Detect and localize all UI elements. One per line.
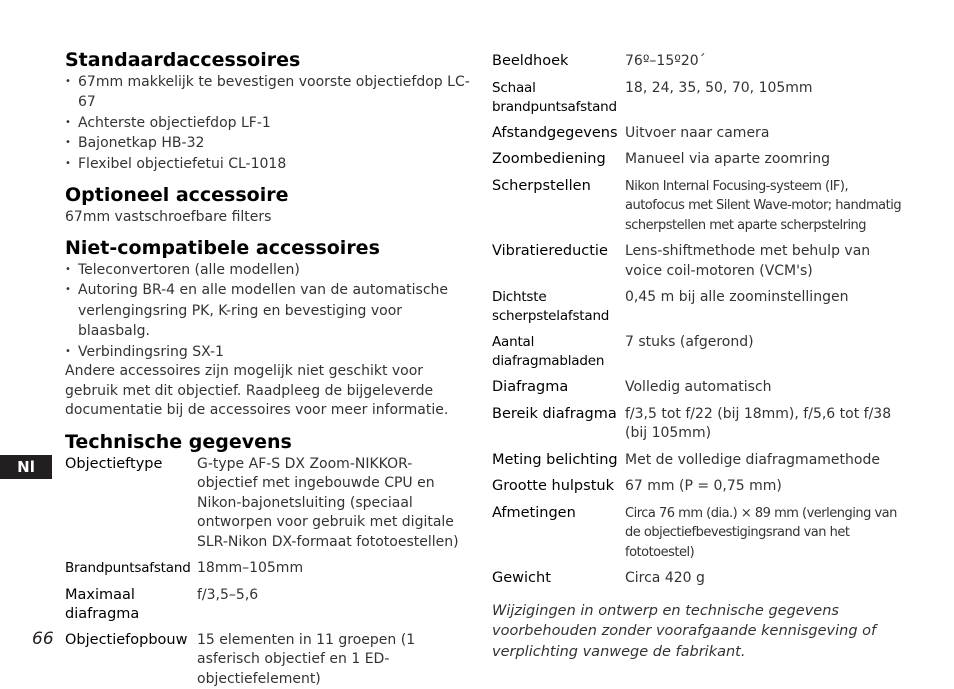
list-item: • 67mm makkelijk te bevestigen voorste objectiefdop LC-67 [65,72,470,113]
spec-key: Gewicht [492,570,551,586]
spec-key: Maximaal diafragma [65,586,140,622]
spec-key: Afstandgegevens [492,124,618,141]
spec-value: 76º–15º20´ [625,53,706,69]
list-item: • Verbindingsring SX-1 [65,342,470,362]
spec-value: Circa 76 mm (dia.) × 89 mm (verlenging van de objectiefbevestigingsrand van het fototoestel) [625,505,897,560]
language-tab: Nl [0,455,52,479]
spec-key: Zoombediening [492,151,606,167]
spec-value: f/3,5 tot f/22 (bij 18mm), f/5,6 tot f/38 (bij 105mm) [625,405,892,441]
spec-key: Scherpstellen [492,177,591,194]
incompatible-accessories-list [65,260,470,362]
spec-key: Objectieftype [65,455,163,472]
spec-key: Objectiefopbouw [65,631,188,648]
spec-key: Bereik diafragma [492,405,617,422]
disclaimer-note: Wijzigingen in ontwerp en technische gegevens voorbehouden zonder voorafgaande kennisgeving of verplichting vanwege de fabrikant. [492,602,877,660]
spec-value: Volledig automatisch [625,379,772,395]
spec-value: 15 elementen in 11 groepen (1 asferisch objectief en 1 ED-objectiefelement) [197,631,416,687]
optional-accessory-heading: Optioneel accessoire [65,184,289,207]
incompatible-accessories-section [65,236,470,421]
list-item: • Achterste objectiefdop LF-1 [65,113,470,133]
list-item: • Flexibel objectiefetui CL-1018 [65,154,470,174]
spec-value: Nikon Internal Focusing-systeem (IF), autofocus met Silent Wave-motor; handmatig scherpstellen met aparte scherpstelring [625,178,902,233]
spec-key: Brandpuntsafstand [65,560,191,577]
optional-accessory-text: 67mm vastschroefbare filters [65,209,272,226]
spec-value: G-type AF-S DX Zoom-NIKKOR-objectief met ingebouwde CPU en Nikon-bajonetsluiting (speciaal ontworpen voor gebruik met digitale SLR-Nikon DX-formaat fototoestellen) [197,455,459,550]
spec-key: Schaal brandpuntsafstand [492,79,617,115]
page-number: 66 [32,629,54,649]
spec-key: Diafragma [492,379,569,395]
spec-key: Aantal diafragmabladen [492,334,605,369]
specifications-heading: Technische gegevens [65,430,292,453]
spec-value: 7 stuks (afgerond) [625,334,754,350]
spec-key: Afmetingen [492,504,576,521]
list-item: • Teleconvertoren (alle modellen) [65,260,470,280]
spec-key: Beeldhoek [492,53,569,69]
spec-key: Vibratiereductie [492,243,608,259]
spec-value: Uitvoer naar camera [625,124,770,141]
spec-table-right [492,52,902,589]
spec-value: Manueel via aparte zoomring [625,151,831,167]
spec-value: f/3,5–5,6 [197,586,259,603]
spec-value: 18, 24, 35, 50, 70, 105mm [625,79,813,96]
standard-accessories-section [65,48,470,174]
optional-accessory-section [65,183,470,227]
spec-table-left [65,455,470,689]
left-column [65,48,470,689]
spec-value: Met de volledige diafragmamethode [625,451,880,468]
spec-key: Meting belichting [492,451,618,468]
right-column [492,52,902,662]
spec-value: Circa 420 g [625,570,705,586]
spec-key: Dichtste scherpstelafstand [492,289,610,324]
spec-value: Lens-shiftmethode met behulp van voice coil-motoren (VCM's) [625,243,871,279]
incompatible-accessories-heading: Niet-compatibele accessoires [65,237,380,260]
spec-key: Grootte hulpstuk [492,478,614,494]
standard-accessories-list [65,72,470,174]
specifications-section [65,430,470,689]
spec-value: 67 mm (P = 0,75 mm) [625,478,782,494]
standard-accessories-heading: Standaardaccessoires [65,49,301,71]
list-item: • Autoring BR-4 en alle modellen van de automatische verlengingsring PK, K-ring en bevestiging voor blaasbalg. [65,280,470,341]
list-item: • Bajonetkap HB-32 [65,133,470,153]
spec-value: 18mm–105mm [197,560,304,577]
spec-value: 0,45 m bij alle zoominstellingen [625,289,849,305]
incompatible-note: Andere accessoires zijn mogelijk niet geschikt voor gebruik met dit objectief. Raadpleeg de bijgeleverde documentatie bij de accessoires voor meer informatie. [65,363,449,419]
